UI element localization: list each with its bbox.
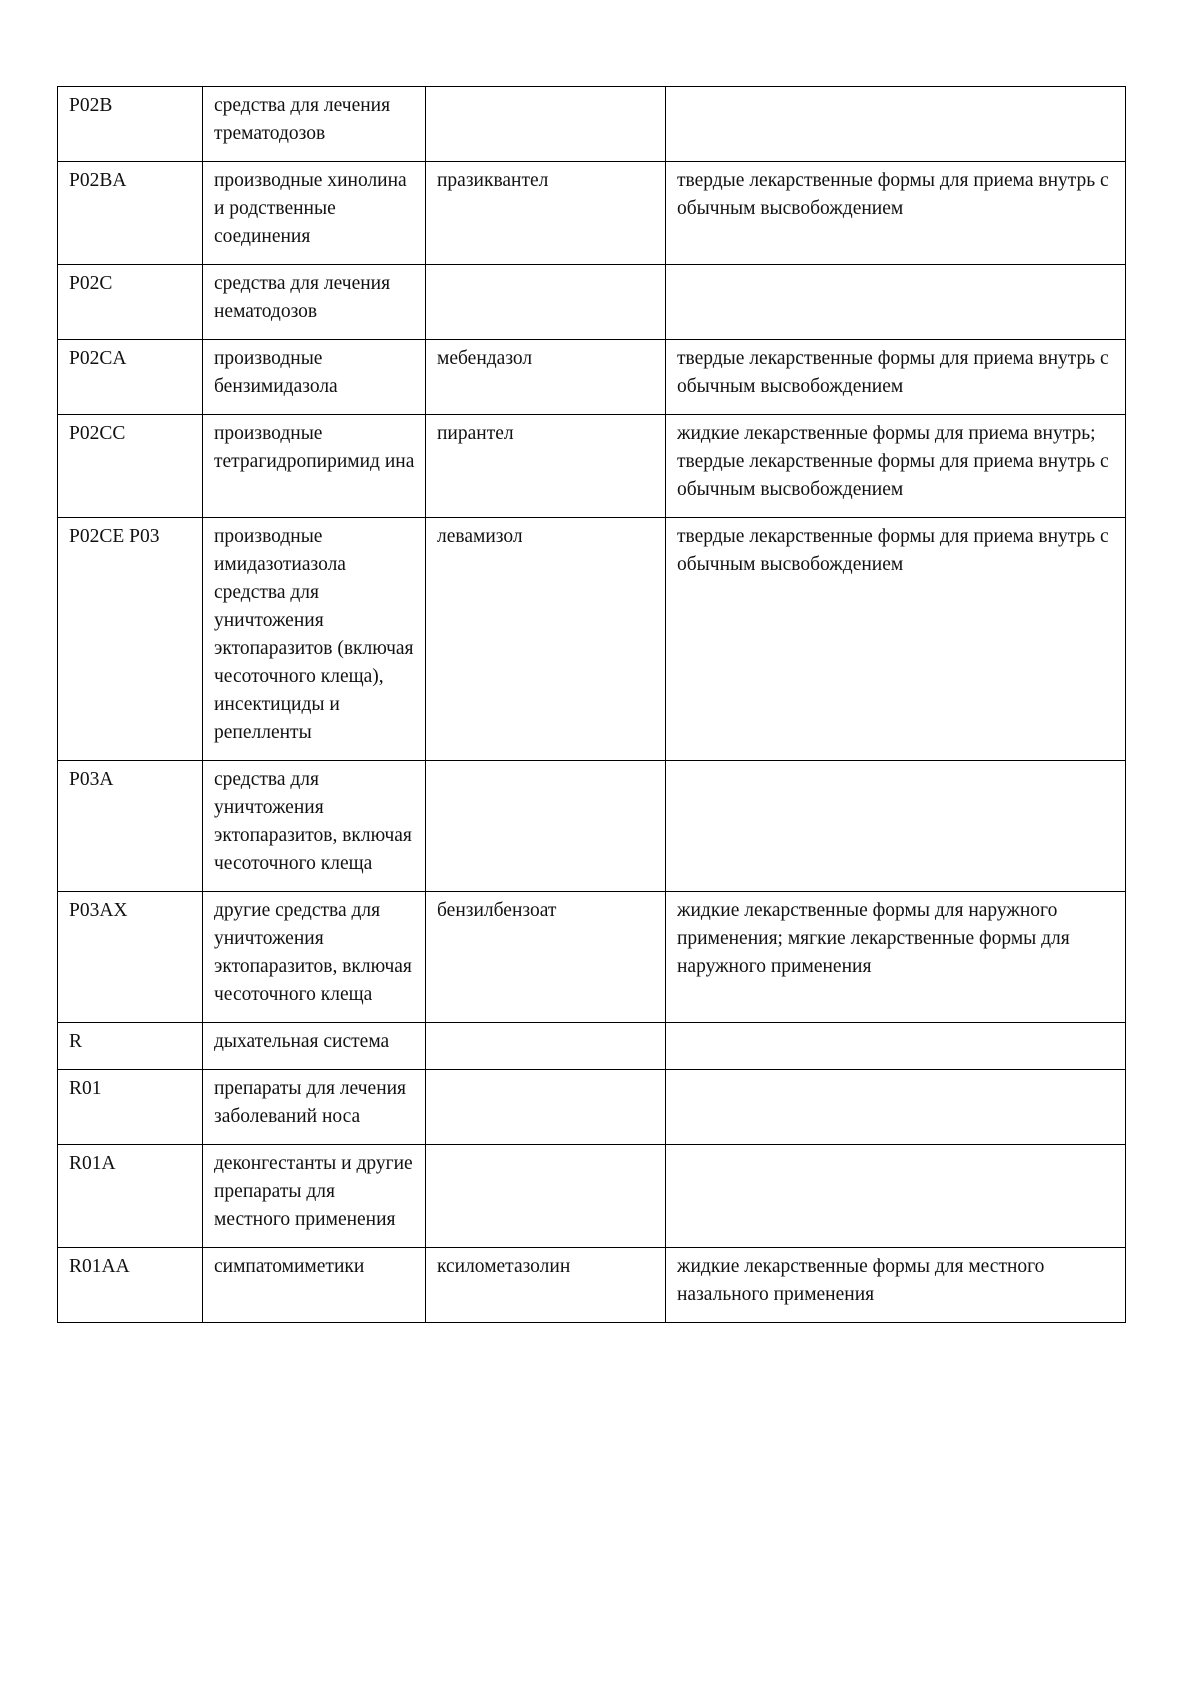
pharmacological-group-cell: производные тетрагидропиримид ина bbox=[203, 415, 426, 518]
pharmacological-group-cell: дыхательная система bbox=[203, 1023, 426, 1070]
table-row bbox=[58, 1145, 1126, 1248]
dosage-forms-cell: жидкие лекарственные формы для местного назального применения bbox=[666, 1248, 1126, 1323]
atc-code-cell: P03AX bbox=[58, 892, 203, 1023]
atc-drug-table bbox=[57, 86, 1126, 1323]
table-row bbox=[58, 87, 1126, 162]
pharmacological-group-cell: производные хинолина и родственные соединения bbox=[203, 162, 426, 265]
atc-code-cell: R01AA bbox=[58, 1248, 203, 1323]
dosage-forms-cell: твердые лекарственные формы для приема внутрь с обычным высвобождением bbox=[666, 518, 1126, 761]
atc-code-cell: P02C bbox=[58, 265, 203, 340]
pharmacological-group-cell: препараты для лечения заболеваний носа bbox=[203, 1070, 426, 1145]
table-row bbox=[58, 892, 1126, 1023]
dosage-forms-cell bbox=[666, 761, 1126, 892]
drug-name-cell bbox=[426, 1070, 666, 1145]
atc-code-cell: R01A bbox=[58, 1145, 203, 1248]
table-row bbox=[58, 1023, 1126, 1070]
table-row bbox=[58, 761, 1126, 892]
atc-code-cell: P02CE P03 bbox=[58, 518, 203, 761]
drug-name-cell bbox=[426, 1023, 666, 1070]
dosage-forms-cell bbox=[666, 1145, 1126, 1248]
atc-code-cell: P02B bbox=[58, 87, 203, 162]
atc-code-cell: P02CA bbox=[58, 340, 203, 415]
drug-name-cell: мебендазол bbox=[426, 340, 666, 415]
pharmacological-group-cell: производные имидазотиазола средства для уничтожения эктопаразитов (включая чесоточного клеща), инсектициды и репелленты bbox=[203, 518, 426, 761]
dosage-forms-cell: твердые лекарственные формы для приема внутрь с обычным высвобождением bbox=[666, 340, 1126, 415]
drug-name-cell: ксилометазолин bbox=[426, 1248, 666, 1323]
atc-code-cell: R bbox=[58, 1023, 203, 1070]
pharmacological-group-cell: другие средства для уничтожения эктопаразитов, включая чесоточного клеща bbox=[203, 892, 426, 1023]
atc-code-cell: R01 bbox=[58, 1070, 203, 1145]
dosage-forms-cell bbox=[666, 87, 1126, 162]
atc-code-cell: P03A bbox=[58, 761, 203, 892]
pharmacological-group-cell: симпатомиметики bbox=[203, 1248, 426, 1323]
atc-code-cell: P02BA bbox=[58, 162, 203, 265]
dosage-forms-cell: жидкие лекарственные формы для приема внутрь; твердые лекарственные формы для приема внутрь с обычным высвобождением bbox=[666, 415, 1126, 518]
pharmacological-group-cell: средства для лечения трематодозов bbox=[203, 87, 426, 162]
dosage-forms-cell bbox=[666, 1070, 1126, 1145]
pharmacological-group-cell: производные бензимидазола bbox=[203, 340, 426, 415]
dosage-forms-cell: твердые лекарственные формы для приема внутрь с обычным высвобождением bbox=[666, 162, 1126, 265]
dosage-forms-cell bbox=[666, 1023, 1126, 1070]
atc-code-cell: P02CC bbox=[58, 415, 203, 518]
table-row bbox=[58, 518, 1126, 761]
table-row bbox=[58, 340, 1126, 415]
table-row bbox=[58, 1248, 1126, 1323]
dosage-forms-cell: жидкие лекарственные формы для наружного применения; мягкие лекарственные формы для наружного применения bbox=[666, 892, 1126, 1023]
pharmacological-group-cell: деконгестанты и другие препараты для местного применения bbox=[203, 1145, 426, 1248]
drug-name-cell bbox=[426, 761, 666, 892]
table-row bbox=[58, 415, 1126, 518]
drug-name-cell: пирантел bbox=[426, 415, 666, 518]
table-row bbox=[58, 162, 1126, 265]
table-row bbox=[58, 265, 1126, 340]
drug-name-cell bbox=[426, 265, 666, 340]
drug-name-cell bbox=[426, 87, 666, 162]
drug-name-cell bbox=[426, 1145, 666, 1248]
drug-name-cell: левамизол bbox=[426, 518, 666, 761]
pharmacological-group-cell: средства для уничтожения эктопаразитов, включая чесоточного клеща bbox=[203, 761, 426, 892]
dosage-forms-cell bbox=[666, 265, 1126, 340]
table-row bbox=[58, 1070, 1126, 1145]
drug-name-cell: бензилбензоат bbox=[426, 892, 666, 1023]
drug-name-cell: празиквантел bbox=[426, 162, 666, 265]
pharmacological-group-cell: средства для лечения нематодозов bbox=[203, 265, 426, 340]
